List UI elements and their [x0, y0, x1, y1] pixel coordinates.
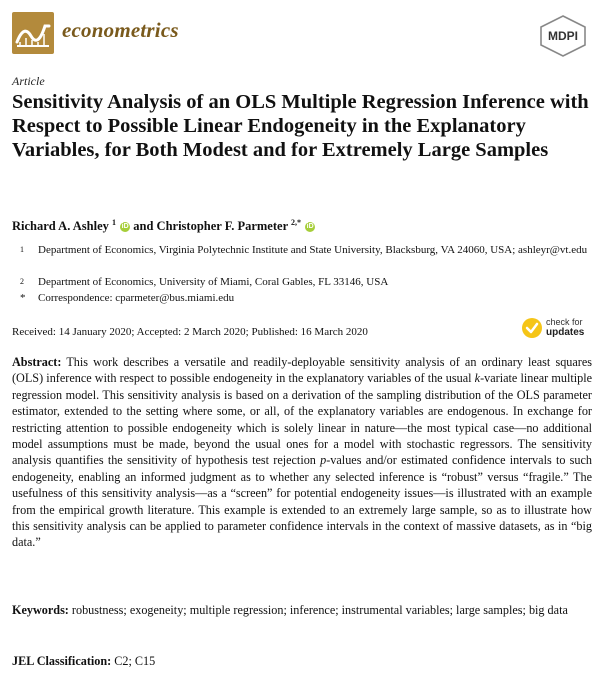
article-type: Article	[12, 74, 45, 88]
affiliation-2	[22, 275, 592, 289]
affiliation-text: Department of Economics, Virginia Polytechnic Institute and State University, Blacksburg, VA 24060, USA; ashleyr@vt.edu	[38, 244, 588, 256]
keywords-label: Keywords:	[12, 603, 69, 617]
journal-name[interactable]: econometrics	[62, 18, 179, 42]
abstract	[12, 354, 592, 551]
affiliation-mark: 1	[20, 245, 24, 254]
author-affiliation-mark: 2,*	[291, 218, 302, 227]
abstract-k-symbol: k	[474, 371, 481, 386]
correspondence-mark: *	[20, 292, 26, 304]
author-name[interactable]: Richard A. Ashley	[12, 219, 109, 234]
publisher-name: MDPI	[548, 29, 578, 43]
jel-codes: C2; C15	[114, 654, 156, 668]
keywords-text: robustness; exogeneity; multiple regression; inference; instrumental variables; large samples; big data	[71, 603, 568, 617]
keywords	[12, 602, 592, 618]
check-for-updates-icon	[522, 318, 542, 338]
jel-classification	[12, 654, 155, 669]
check-for-updates-line1: check for	[546, 317, 583, 327]
author-list	[12, 218, 315, 234]
publisher-logo[interactable]	[538, 14, 588, 58]
correspondence	[22, 291, 592, 305]
jel-label: JEL Classification:	[12, 654, 112, 668]
check-for-updates-badge[interactable]	[522, 316, 592, 340]
affiliation-mark: 2	[20, 277, 24, 286]
publication-dates: Received: 14 January 2020; Accepted: 2 March 2020; Published: 16 March 2020	[12, 326, 368, 338]
author-joiner: and	[133, 219, 154, 234]
article-title: Sensitivity Analysis of an OLS Multiple Regression Inference with Respect to Possible Linear Endogeneity in the Explanatory Variables, for Both Modest and for Extremely Large Samples	[12, 91, 589, 161]
abstract-text-part1: This work describes a versatile and readily-deployable sensitivity analysis of an ordinary least squares (OLS) inference with respect to possible endogeneity in the explanatory variables of the usual	[12, 355, 592, 386]
abstract-text-part3: -values and/or estimated confidence intervals to such endogeneity, enabling an informed judgment as to whether any selected inference is “robust” versus “fragile.” The usefulness of this sensitivity analysis—as a “screen” for potential endogeneity issues—is illustrated with an example from the empirical growth literature. This example is extended to an extremely large sample, so as to illustrate how this sensitivity analysis can be applied to parameter confidence intervals in the context of massive datasets, as in “big data.”	[12, 453, 593, 550]
abstract-p-symbol: p	[320, 453, 327, 468]
author-affiliation-mark: 1	[112, 218, 117, 227]
affiliation-text: Department of Economics, University of Miami, Coral Gables, FL 33146, USA	[38, 276, 389, 288]
author-name[interactable]: Christopher F. Parmeter	[156, 219, 288, 234]
orcid-icon[interactable]: iD	[121, 223, 129, 231]
abstract-text-part2: -variate linear multiple regression model. This sensitivity analysis is based on a derivation of the sampling distribution of the OLS parameter estimator, extended to the setting where some, or all, of the explanatory variables are endogenous. In exchange for restricting attention to possible endogeneity which is solely linear in nature—the most typical case—no additional model assumptions must be made, beyond the usual ones for a model with stochastic regressors. The sensitivity analysis quantifies the sensitivity of hypothesis test rejection	[12, 371, 593, 468]
journal-logo[interactable]	[12, 12, 54, 54]
econometrics-logo-icon	[12, 12, 54, 54]
abstract-label: Abstract:	[12, 355, 62, 369]
check-for-updates-line2: updates	[546, 327, 585, 338]
affiliation-1	[22, 243, 592, 257]
correspondence-text[interactable]: Correspondence: cparmeter@bus.miami.edu	[38, 292, 235, 304]
orcid-icon[interactable]: iD	[306, 223, 314, 231]
